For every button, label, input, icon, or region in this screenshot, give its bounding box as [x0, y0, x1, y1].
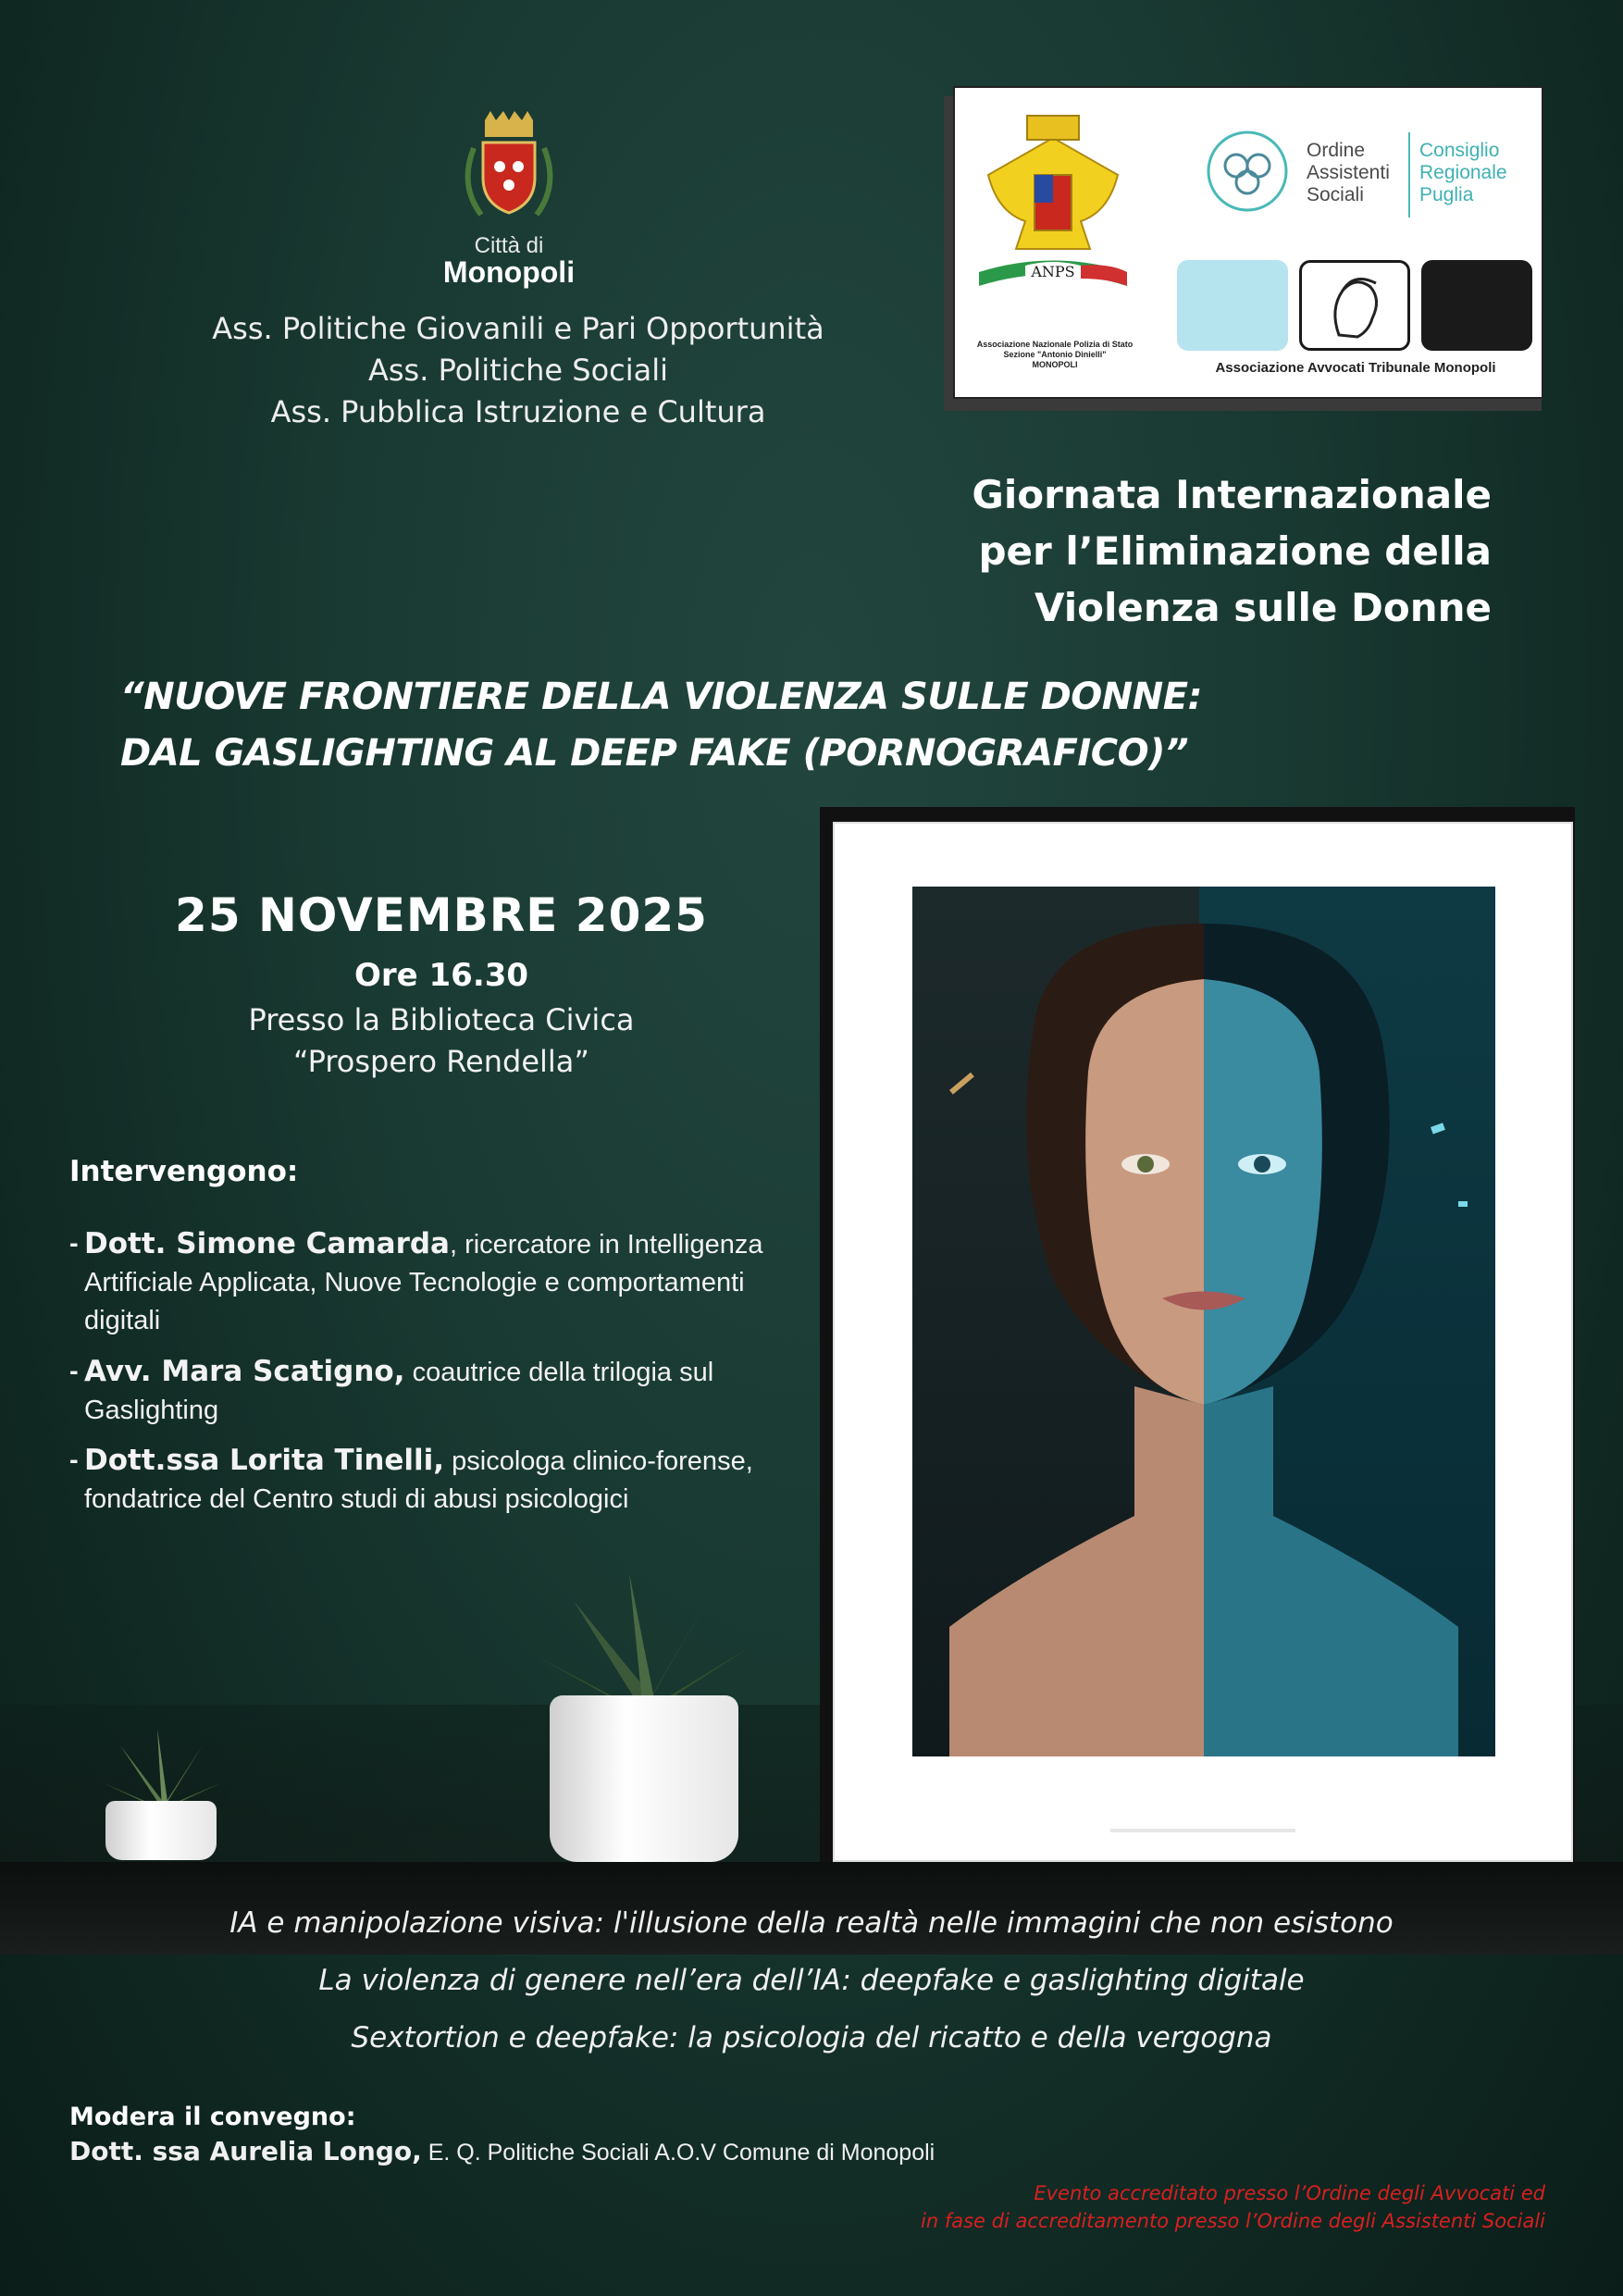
assessorato-line-3: Ass. Pubblica Istruzione e Cultura	[270, 394, 766, 429]
venue-line-2: “Prospero Rendella”	[293, 1044, 589, 1079]
assessorato-line-2: Ass. Politiche Sociali	[367, 353, 669, 388]
event-title-line-1: “NUOVE FRONTIERE DELLA VIOLENZA SULLE DONNE:	[120, 676, 1203, 718]
giornata-line-1: Giornata Internazionale	[972, 472, 1492, 517]
crp-line-1: Consiglio	[1419, 140, 1500, 161]
oas-divider	[1408, 132, 1410, 217]
speaker-name: Avv. Mara Scatigno,	[84, 1355, 405, 1388]
speaker-bullet: -	[69, 1357, 79, 1386]
moderator-label: Modera il convegno:	[69, 2103, 356, 2131]
subtopic-3: Sextortion e deepfake: la psicologia del ricatto e della vergogna	[351, 2021, 1272, 2054]
speaker-bullet: -	[69, 1446, 79, 1475]
anps-caption-line-1: Associazione Nazionale Polizia di Stato	[976, 340, 1134, 349]
speaker-item	[69, 1225, 810, 1340]
anps-eagle-emblem	[970, 110, 1136, 295]
speakers-heading: Intervengono:	[69, 1155, 299, 1188]
moderator-line	[69, 2136, 1087, 2166]
oas-line-2: Assistenti	[1307, 162, 1390, 183]
moderator-role: E. Q. Politiche Sociali A.O.V Comune di Monopoli	[421, 2140, 935, 2166]
avvocati-logo-tile-light	[1177, 260, 1288, 351]
speaker-description: psicologa clinico-forense, fondatrice del Centro studi di abusi psicologici	[84, 1446, 753, 1514]
partner-logos-panel	[953, 86, 1543, 399]
avvocati-logo-tile-dark	[1421, 260, 1532, 351]
deepfake-portrait-image	[912, 887, 1495, 1756]
subtopic-2: La violenza di genere nell’era dell’IA: deepfake e gaslighting digitale	[318, 1964, 1305, 1997]
crest-city-name: Monopoli	[442, 255, 576, 289]
anps-caption-line-2: Sezione "Antonio Dinielli"	[1003, 350, 1107, 359]
anps-caption	[962, 340, 1147, 370]
oas-line-1: Ordine	[1307, 140, 1366, 161]
accreditation-line-2: in fase di accreditamento presso l’Ordine degli Assistenti Sociali	[921, 2210, 1545, 2232]
giornata-line-3: Violenza sulle Donne	[1034, 585, 1492, 630]
speaker-item	[69, 1442, 773, 1519]
small-succulent-icon	[93, 1727, 231, 1810]
small-white-pot	[105, 1801, 217, 1860]
avvocati-logo-tile-head	[1299, 260, 1410, 351]
accreditation-line-1: Evento accreditato presso l’Ordine degli Avvocati ed	[1034, 2182, 1545, 2204]
event-time: Ore 16.30	[353, 957, 529, 994]
anps-caption-line-3: MONOPOLI	[1032, 360, 1078, 369]
crp-line-3: Puglia	[1419, 184, 1474, 205]
venue-line-1: Presso la Biblioteca Civica	[248, 1002, 635, 1037]
speaker-bullet: -	[69, 1229, 79, 1259]
oas-knot-icon	[1205, 129, 1290, 214]
avvocati-label: Associazione Avvocati Tribunale Monopoli	[1215, 360, 1496, 376]
crest-city-small-label: Città di	[474, 233, 544, 258]
print-signature-mark	[1110, 1829, 1295, 1832]
event-date: 25 NOVEMBRE 2025	[175, 888, 708, 942]
classical-head-icon	[1302, 263, 1407, 348]
speaker-name: Dott. Simone Camarda	[84, 1227, 450, 1260]
crp-line-2: Regionale	[1419, 162, 1507, 183]
anps-banner-text: ANPS	[1031, 263, 1075, 280]
speaker-item	[69, 1353, 810, 1430]
event-title-line-2: DAL GASLIGHTING AL DEEP FAKE (PORNOGRAFICO)”	[120, 732, 1189, 775]
subtopic-1: IA e manipolazione visiva: l'illusione della realtà nelle immagini che non esistono	[229, 1906, 1394, 1940]
white-plant-pot	[550, 1695, 738, 1862]
speaker-description: , ricercatore in Intelligenza Artificiale Applicata, Nuove Tecnologie e comportamenti digitali	[84, 1230, 763, 1335]
assessorato-line-1: Ass. Politiche Giovanili e Pari Opportunità	[212, 311, 824, 346]
speaker-description: coautrice della trilogia sul Gaslighting	[84, 1358, 714, 1425]
speaker-name: Dott.ssa Lorita Tinelli,	[84, 1444, 445, 1477]
giornata-line-2: per l’Eliminazione della	[978, 528, 1492, 574]
oas-line-3: Sociali	[1307, 184, 1364, 205]
moderator-name: Dott. ssa Aurelia Longo,	[69, 2136, 422, 2166]
